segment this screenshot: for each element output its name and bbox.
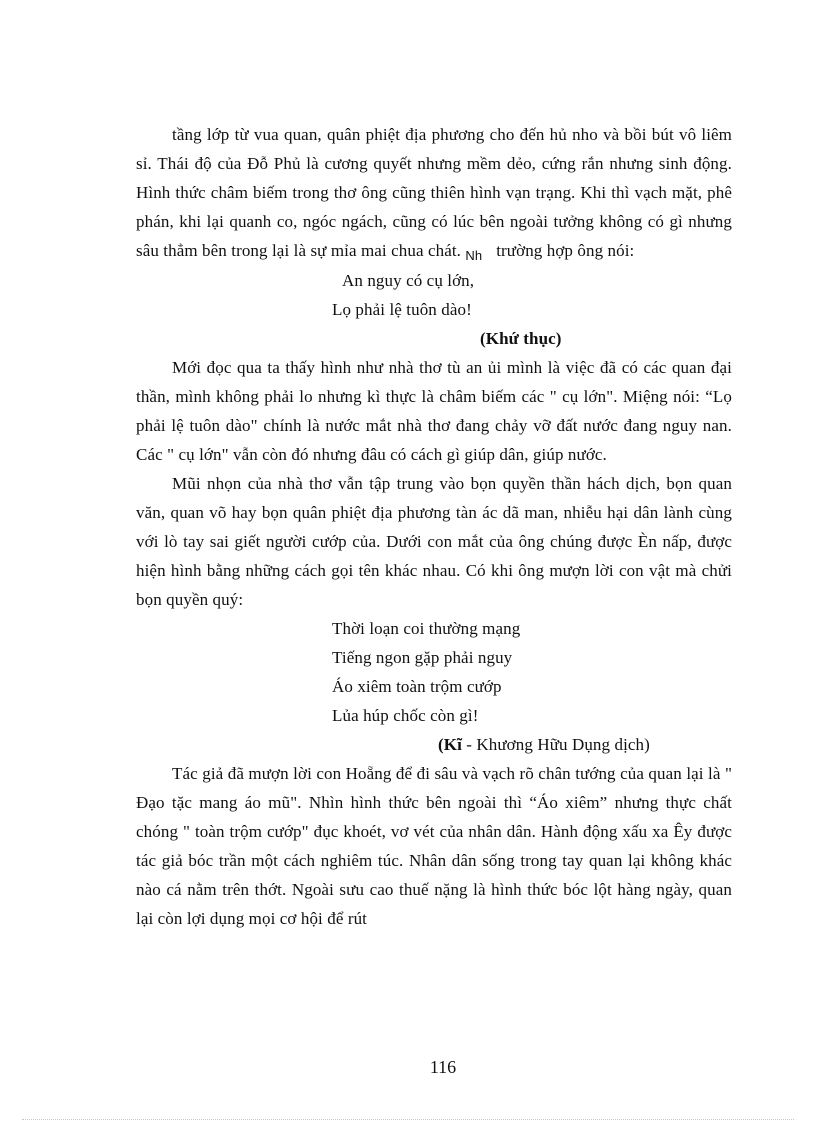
stray-nh-fragment: Nh <box>465 248 483 263</box>
body-text <box>136 120 732 933</box>
paragraph-3: Mũi nhọn của nhà thơ vẫn tập trung vào bọn quyền thần hách dịch, bọn quan văn, quan võ hay bọn quân phiệt địa phương tàn ác dã man, nhiễu hại dân lành cùng với lò tay sai giết người cướp của. Dưới con mắt của ông chúng được Èn nấp, được hiện hình bằng những cách gọi tên khác nhau. Có khi ông mượn lời con vật mà chửi bọn quyền quý: <box>136 474 732 609</box>
verse-citation <box>136 730 732 759</box>
paragraph-1-text: tầng lớp từ vua quan, quân phiệt địa phương cho đến hủ nho và bồi bút vô liêm sỉ. Thái độ của Đỗ Phủ là cương quyết nhưng mềm dẻo, cứng rắn nhưng sinh động. Hình thức châm biếm trong thơ ông cũng thiên hình vạn trạng. Khi thì vạch mặt, phê phán, khi lại quanh co, ngóc ngách, cũng có lúc bên ngoài tưởng không có gì nhưng sâu thẳm bên trong lại là sự mỉa mai chua chát. <box>136 125 732 260</box>
verse-citation: (Khứ thục) <box>480 329 562 348</box>
verse-line: Tiếng ngon gặp phải nguy <box>332 648 513 667</box>
page-number: 116 <box>429 1057 457 1077</box>
citation-title: (Kĩ <box>438 735 462 754</box>
paragraph-1-tail: trường hợp ông nói: <box>496 241 635 260</box>
footer-divider <box>22 1119 794 1120</box>
verse-block-2 <box>136 614 732 759</box>
verse-line: Lọ phải lệ tuôn dào! <box>332 300 472 319</box>
paragraph-4: Tác giả đã mượn lời con Hoẵng để đi sâu và vạch rõ chân tướng của quan lại là " Đạo tặc mang áo mũ". Nhìn hình thức bên ngoài thì “Áo xiêm” nhưng thực chất chóng " toàn trộm cướp" đục khoét, vơ vét của nhân dân. Hành động xấu xa Êy được tác giả bóc trần một cách nghiêm túc. Nhân dân sống trong tay quan lại không khác nào cá nằm trên thớt. Ngoài sưu cao thuế nặng là hình thức bóc lột hàng ngày, quan lại còn lợi dụng mọi cơ hội để rút <box>136 764 732 928</box>
verse-block-1 <box>136 266 732 353</box>
paragraph-2: Mới đọc qua ta thấy hình như nhà thơ tù an ủi mình là việc đã có các quan đại thần, mình không phải lo nhưng kì thực là châm biếm các " cụ lớn". Miệng nói: “Lọ phải lệ tuôn dào" chính là nước mắt nhà thơ đang chảy vỡ đất nước đang nguy nan. Các " cụ lớn" vẫn còn đó nhưng đâu có cách gì giúp dân, giúp nước. <box>136 358 732 464</box>
verse-line: An nguy có cụ lớn, <box>342 271 475 290</box>
paragraph-1 <box>136 120 732 266</box>
verse-line: Thời loạn coi thường mạng <box>332 619 521 638</box>
verse-line: Áo xiêm toàn trộm cướp <box>332 677 502 696</box>
verse-line: Lủa húp chốc còn gì! <box>332 706 479 725</box>
citation-translator: - Khương Hữu Dụng dịch) <box>461 735 650 754</box>
